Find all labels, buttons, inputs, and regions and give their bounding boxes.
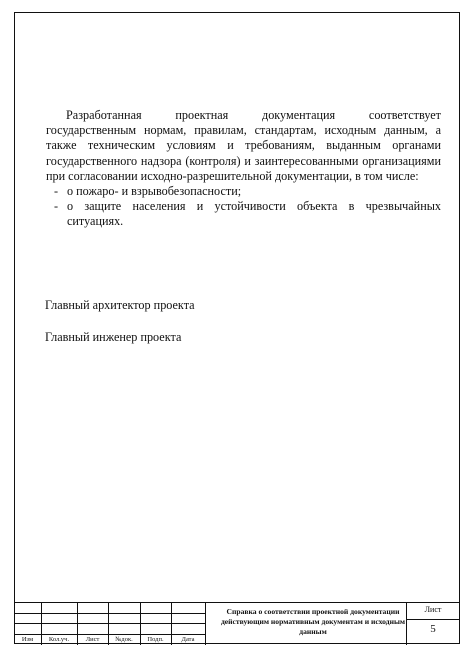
page-frame [14,12,460,644]
chief-engineer-label: Главный инженер проекта [45,330,182,344]
title-block [14,602,460,644]
document-title: Справка о соответствии проектной документации действующим нормативным документам и исходным данным [220,607,406,636]
stamp-row-line [14,613,206,614]
header-signature: Подп. [147,636,164,643]
stamp-row-line [406,619,460,620]
header-sheet: Лист [85,636,100,643]
sheet-number: 5 [430,623,436,635]
list-item-text: о пожаро- и взрывобезопасности; [67,184,242,199]
header-doc-number: №док. [115,636,133,643]
list-item-text: о защите населения и устойчивости объекта в чрезвычайных ситуациях. [67,199,441,229]
stamp-col-line [205,603,206,645]
header-change: Изм [21,636,34,643]
list-item [46,184,441,199]
list-dash: - [54,199,59,214]
header-count: Кол.уч. [48,636,70,643]
stamp-row-line [14,623,206,624]
statement-paragraph: Разработанная проектная документация соответствует государственным нормам, правилам, стандартам, исходным данным, а также техническим условиям и требованиям, выданным органами государственного надзора (контроля) и заинтересованными организациями при согласовании исходно-разрешительной документации, в том числе: [46,108,441,183]
stamp-col-line [406,603,407,645]
list-item [46,199,441,229]
list-dash: - [54,184,59,199]
chief-architect-label: Главный архитектор проекта [45,298,195,312]
statement-list [46,184,441,230]
header-date: Дата [181,636,195,643]
compliance-statement [46,108,441,230]
stamp-row-line [14,634,206,635]
sheet-label: Лист [424,605,442,614]
